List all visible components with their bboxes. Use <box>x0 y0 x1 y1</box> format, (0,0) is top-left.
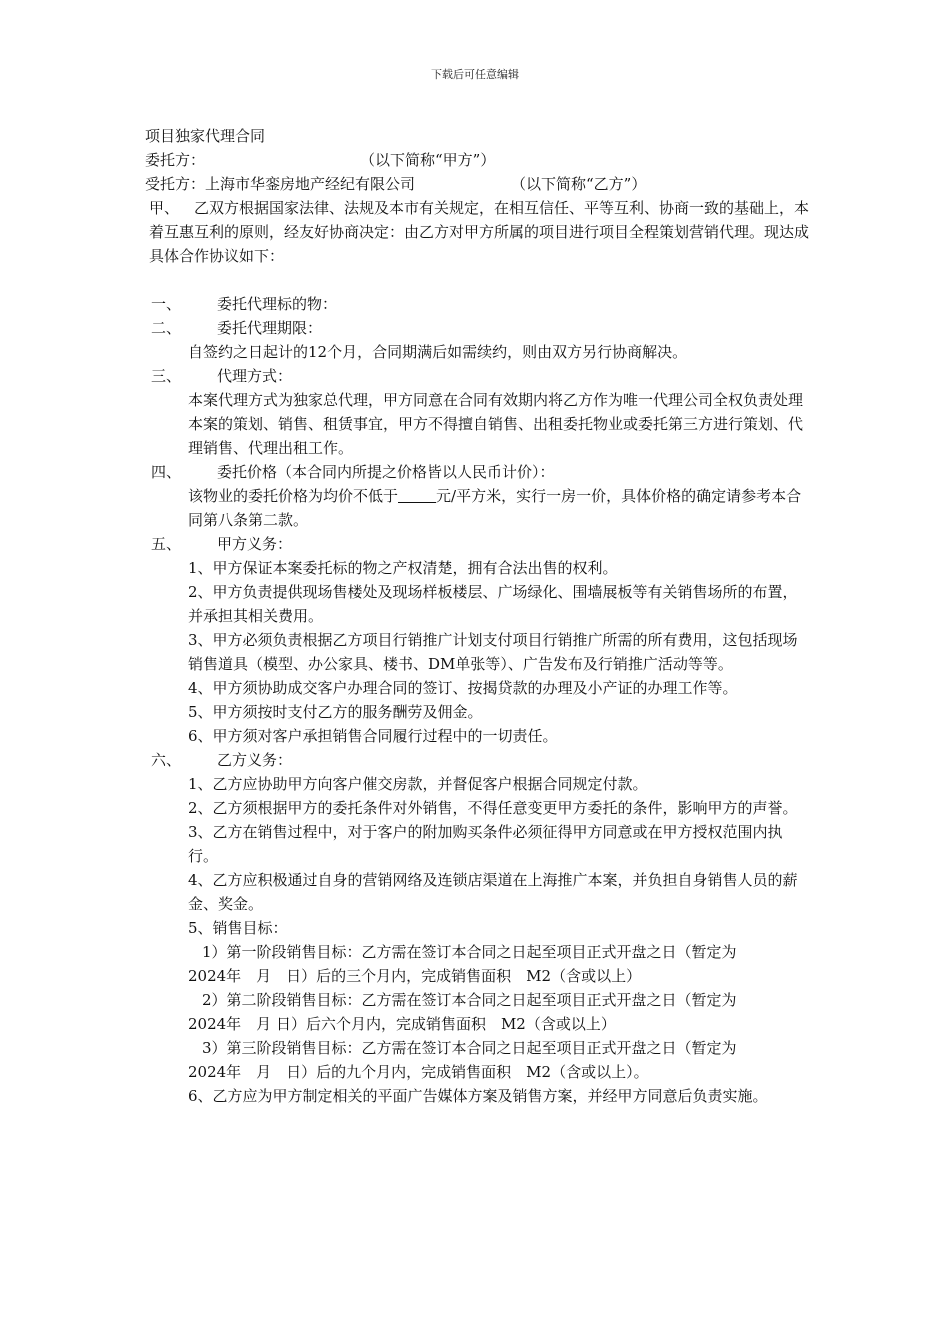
preamble <box>145 196 810 268</box>
agent-suffix: （以下简称“乙方”） <box>511 175 647 193</box>
client-line <box>145 148 810 172</box>
list-item: 4、乙方应积极通过自身的营销网络及连锁店渠道在上海推广本案，并负担自身销售人员的薪金、奖金。 <box>188 871 798 913</box>
section-5-body <box>145 556 810 748</box>
section-3-body: 本案代理方式为独家总代理，甲方同意在合同有效期内将乙方作为唯一代理公司全权负责处理本案的策划、销售、租赁事宜，甲方不得擅自销售、出租委托物业或委托第三方进行策划、代理销售、代理出租工作。 <box>188 391 804 457</box>
section-6-heading: 六、 乙方义务： <box>151 751 293 769</box>
price-blank <box>398 488 436 503</box>
section-5-heading: 五、 甲方义务： <box>151 535 293 553</box>
list-item: 6、乙方应为甲方制定相关的平面广告媒体方案及销售方案，并经甲方同意后负责实施。 <box>188 1087 768 1105</box>
sales-target-3: 3）第三阶段销售目标：乙方需在签订本合同之日起至项目正式开盘之日（暂定为 2024年 月 日）后的九个月内，完成销售面积 M2（含或以上）。 <box>188 1039 737 1081</box>
preamble-number: 甲、 <box>149 199 180 217</box>
sales-target-2: 2）第二阶段销售目标：乙方需在签订本合同之日起至项目正式开盘之日（暂定为 2024年 月 日）后六个月内，完成销售面积 M2（含或以上） <box>188 991 737 1033</box>
section-6-body <box>145 772 810 1108</box>
list-item: 2、乙方须根据甲方的委托条件对外销售，不得任意变更甲方委托的条件，影响甲方的声誉。 <box>188 799 798 817</box>
document-title: 项目独家代理合同 <box>145 127 266 145</box>
client-label: 委托方： <box>145 151 206 169</box>
list-item: 3、甲方必须负责根据乙方项目行销推广计划支付项目行销推广所需的所有费用，这包括现场销售道具（模型、办公家具、楼书、DM单张等）、广告发布及行销推广活动等等。 <box>188 631 798 673</box>
section-1-heading: 一、 委托代理标的物： <box>151 295 338 313</box>
list-item: 6、甲方须对客户承担销售合同履行过程中的一切责任。 <box>188 727 558 745</box>
agent-label: 受托方：上海市华銮房地产经纪有限公司 <box>145 175 416 193</box>
section-2-heading: 二、 委托代理期限： <box>151 319 323 337</box>
list-item: 1、乙方应协助甲方向客户催交房款，并督促客户根据合同规定付款。 <box>188 775 648 793</box>
preamble-text: 乙双方根据国家法律、法规及本市有关规定，在相互信任、平等互利、协商一致的基础上，本着互惠互利的原则，经友好协商决定：由乙方对甲方所属的项目进行项目全程策划营销代理。现达成具体合作协议如下： <box>149 199 810 265</box>
section-4-heading: 四、 委托价格（本合同内所提之价格皆以人民币计价）： <box>151 463 555 481</box>
list-item: 3、乙方在销售过程中，对于客户的附加购买条件必须征得甲方同意或在甲方授权范围内执行。 <box>188 823 783 865</box>
list-item: 5、销售目标： <box>188 919 288 937</box>
section-4-body: 该物业的委托价格为均价不低于 元/平方米，实行一房一价，具体价格的确定请参考本合同第八条第二款。 <box>188 487 802 529</box>
sales-target-1: 1）第一阶段销售目标：乙方需在签订本合同之日起至项目正式开盘之日（暂定为 2024年 月 日）后的三个月内，完成销售面积 M2（含或以上） <box>188 943 737 985</box>
page-header: 下载后可任意编辑 <box>431 68 519 81</box>
list-item: 2、甲方负责提供现场售楼处及现场样板楼层、广场绿化、围墙展板等有关销售场所的布置，并承担其相关费用。 <box>188 583 798 625</box>
section-2-body: 自签约之日起计的12个月，合同期满后如需续约，则由双方另行协商解决。 <box>188 343 688 361</box>
agent-line <box>145 172 810 196</box>
list-item: 4、甲方须协助成交客户办理合同的签订、按揭贷款的办理及小产证的办理工作等。 <box>188 679 738 697</box>
section-3-heading: 三、 代理方式： <box>151 367 293 385</box>
list-item: 1、甲方保证本案委托标的物之产权清楚，拥有合法出售的权利。 <box>188 559 618 577</box>
list-item: 5、甲方须按时支付乙方的服务酬劳及佣金。 <box>188 703 483 721</box>
document-body <box>145 124 810 1108</box>
client-suffix: （以下简称“甲方”） <box>360 151 496 169</box>
